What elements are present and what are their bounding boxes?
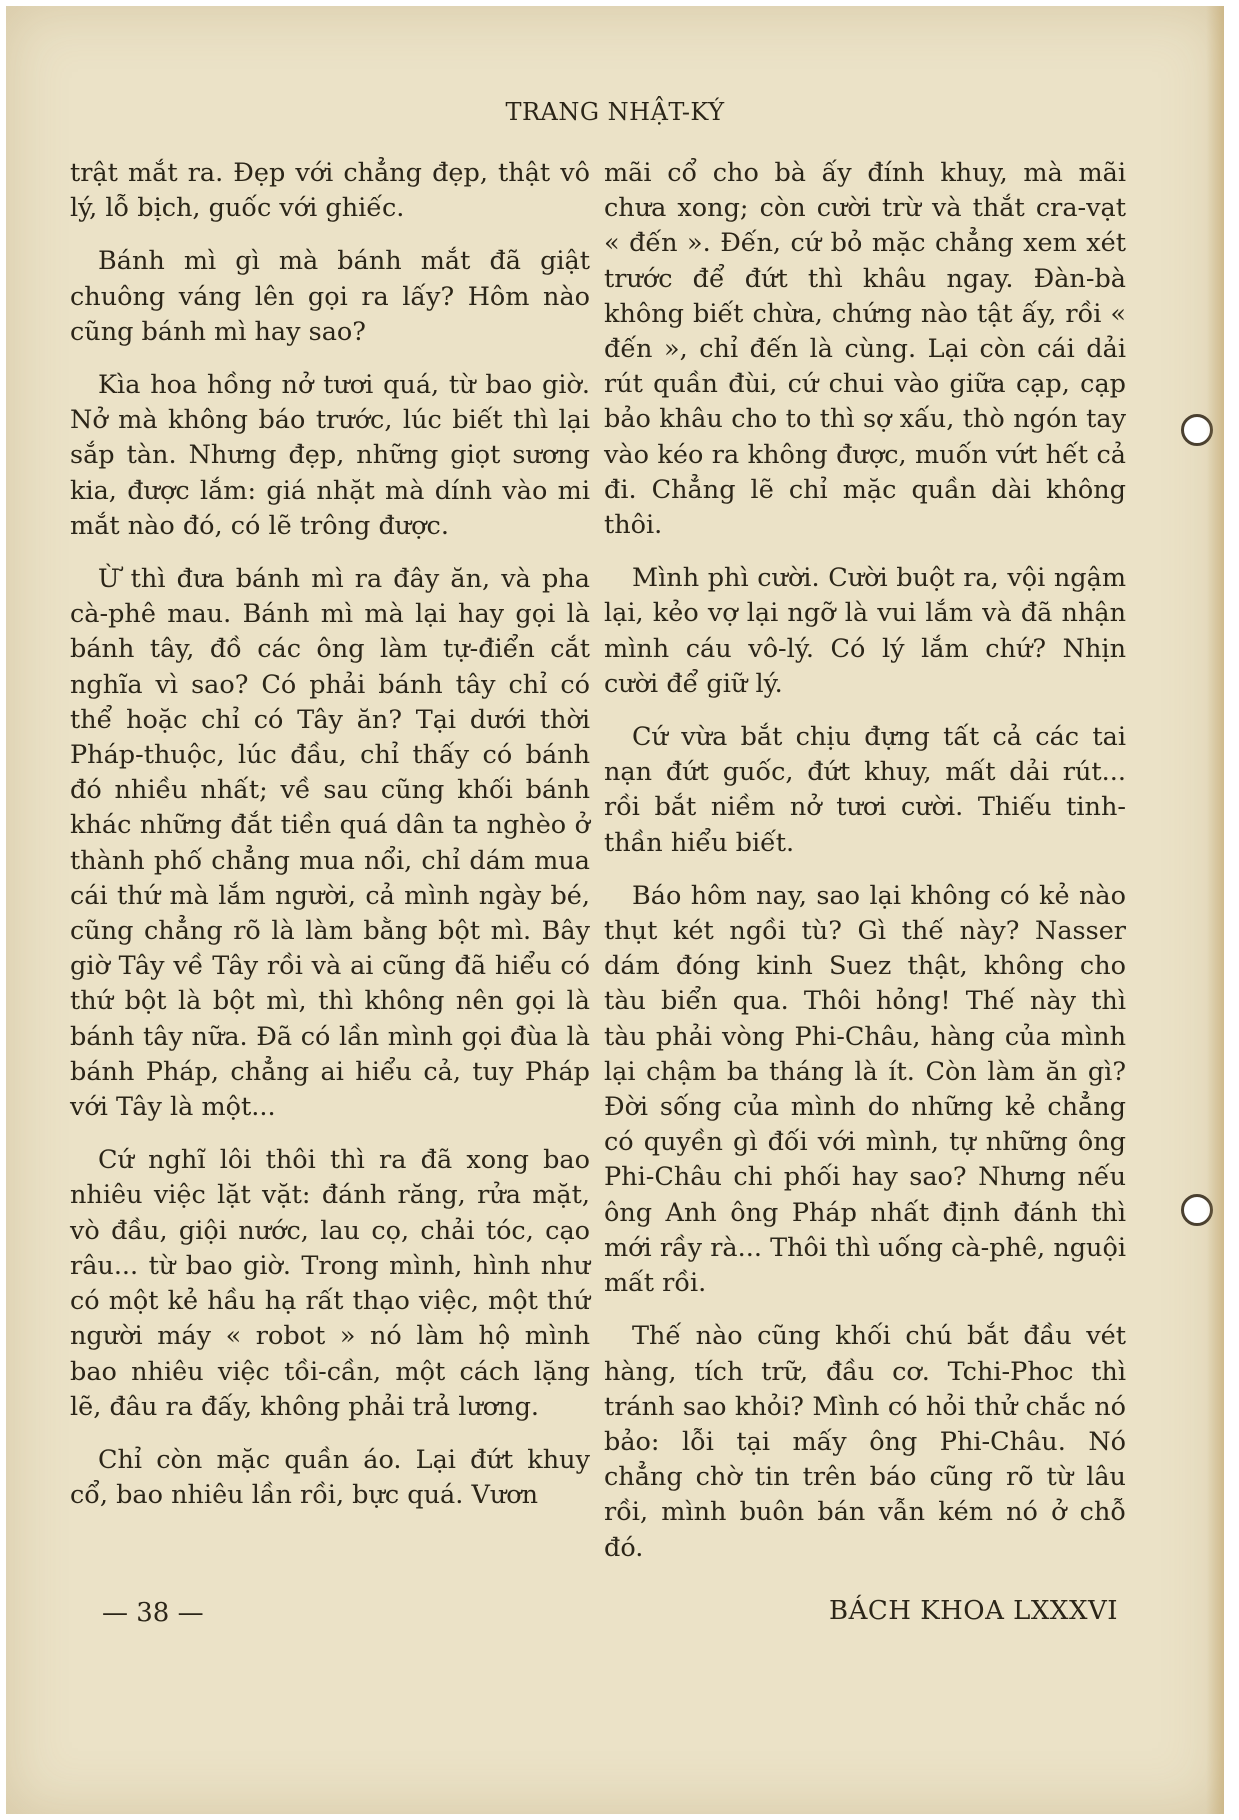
page-number: — 38 — (102, 1598, 204, 1628)
right-paragraph-5: Thế nào cũng khối chú bắt đầu vét hàng, tích trữ, đầu cơ. Tchi-Phoc thì tránh sao khỏi? Mình có hỏi thử chắc nó bảo: lỗi tại mấy ông Phi-Châu. Nó chẳng chờ tin trên báo cũng rõ từ lâu rồi, mình buôn bán vẫn kém nó ở chỗ đó. (604, 1321, 1126, 1563)
left-paragraph-4: Ừ thì đưa bánh mì ra đây ăn, và pha cà-phê mau. Bánh mì mà lại hay gọi là bánh tây, đồ các ông làm tự-điển cắt nghĩa vì sao? Có phải bánh tây chỉ có thể hoặc chỉ có Tây ăn? Tại dưới thời Pháp-thuộc, lúc đầu, chỉ thấy có bánh đó nhiều nhất; về sau cũng khối bánh khác những đắt tiền quá dân ta nghèo ở thành phố chẳng mua nổi, chỉ dám mua cái thứ mà lắm người, cả mình ngày bé, cũng chẳng rõ là làm bằng bột mì. Bây giờ Tây về Tây rồi và ai cũng đã hiểu có thứ bột là bột mì, thì không nên gọi là bánh tây nữa. Đã có lần mình gọi đùa là bánh Pháp, chẳng ai hiểu cả, tuy Pháp với Tây là một... (70, 564, 590, 1123)
left-paragraph-2: Bánh mì gì mà bánh mắt đã giật chuông váng lên gọi ra lấy? Hôm nào cũng bánh mì hay sao? (70, 246, 590, 347)
right-column (604, 156, 1126, 1584)
left-paragraph-5: Cứ nghĩ lôi thôi thì ra đã xong bao nhiêu việc lặt vặt: đánh răng, rửa mặt, vò đầu, giội nước, lau cọ, chải tóc, cạo râu... từ bao giờ. Trong mình, hình như có một kẻ hầu hạ rất thạo việc, một thứ người máy « robot » nó làm hộ mình bao nhiêu việc tồi-cần, một cách lặng lẽ, đâu ra đấy, không phải trả lương. (70, 1145, 590, 1422)
magazine-page (6, 6, 1224, 1814)
right-paragraph-1: mãi cổ cho bà ấy đính khuy, mà mãi chưa xong; còn cười trừ và thắt cra-vạt « đến ». Đến, cứ bỏ mặc chẳng xem xét trước để đứt thì khâu ngay. Đàn-bà không biết chừa, chứng nào tật ấy, rồi « đến », chỉ đến là cùng. Lại còn cái dải rút quần đùi, cứ chui vào giữa cạp, cạp bảo khâu cho to thì sợ xấu, thò ngón tay vào kéo ra không được, muốn vứt hết cả đi. Chẳng lẽ chỉ mặc quần dài không thôi. (604, 158, 1126, 541)
left-paragraph-6: Chỉ còn mặc quần áo. Lại đứt khuy cổ, bao nhiêu lần rồi, bực quá. Vươn (70, 1444, 590, 1511)
right-paragraph-2: Mình phì cười. Cười buột ra, vội ngậm lại, kẻo vợ lại ngỡ là vui lắm và đã nhận mình cáu vô-lý. Có lý lắm chứ? Nhịn cười để giữ lý. (604, 563, 1126, 699)
left-paragraph-1: trật mắt ra. Đẹp với chẳng đẹp, thật vô lý, lỗ bịch, guốc với ghiếc. (70, 158, 590, 224)
running-header: TRANG NHẬT-KÝ (505, 98, 725, 126)
binding-hole (1181, 414, 1213, 446)
right-paragraph-3: Cứ vừa bắt chịu đựng tất cả các tai nạn đứt guốc, đứt khuy, mất dải rút... rồi bắt niềm nở tươi cười. Thiếu tinh-thần hiểu biết. (604, 722, 1126, 858)
journal-issue: BÁCH KHOA LXXXVI (828, 1596, 1118, 1626)
left-paragraph-3: Kìa hoa hồng nở tươi quá, từ bao giờ. Nở mà không báo trước, lúc biết thì lại sắp tàn. Nhưng đẹp, những giọt sương kia, được lắm: giá nhặt mà dính vào mi mắt nào đó, có lẽ trông được. (70, 370, 590, 541)
left-column (70, 156, 590, 1531)
right-paragraph-4: Báo hôm nay, sao lại không có kẻ nào thụt két ngồi tù? Gì thế này? Nasser dám đóng kinh Suez thật, không cho tàu biển qua. Thôi hỏng! Thế này thì tàu phải vòng Phi-Châu, hàng của mình lại chậm ba tháng là ít. Còn làm ăn gì? Đời sống của mình do những kẻ chẳng có quyền gì đối với mình, tự những ông Phi-Châu chi phối hay sao? Nhưng nếu ông Anh ông Pháp nhất định đánh thì mới rầy rà... Thôi thì uống cà-phê, nguội mất rồi. (604, 880, 1126, 1299)
binding-hole (1181, 1194, 1213, 1226)
